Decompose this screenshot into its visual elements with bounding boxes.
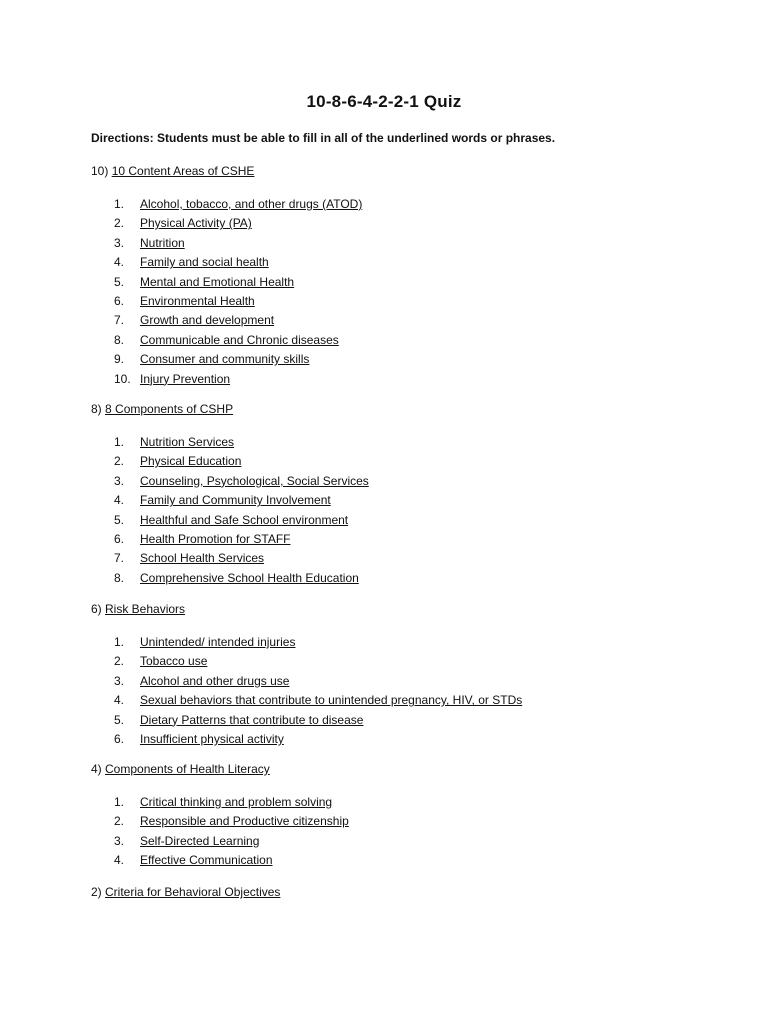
item-number: 1. bbox=[114, 795, 125, 809]
list-item bbox=[91, 652, 208, 671]
item-number: 3. bbox=[114, 235, 125, 250]
item-text: Physical Activity (PA) bbox=[140, 216, 252, 231]
item-number: 6. bbox=[114, 731, 125, 746]
section-title: 8 Components of CSHP bbox=[105, 402, 234, 416]
list-item bbox=[91, 633, 296, 652]
section-heading bbox=[91, 401, 233, 417]
section-list bbox=[91, 633, 523, 749]
list-item bbox=[91, 234, 254, 253]
list-item bbox=[91, 812, 349, 831]
item-text: Healthful and Safe School environment bbox=[140, 512, 349, 527]
section-health-literacy bbox=[91, 761, 349, 871]
item-number: 5. bbox=[114, 512, 125, 527]
item-number: 2. bbox=[114, 454, 125, 469]
item-text: Physical Education bbox=[140, 454, 242, 469]
list-item bbox=[91, 195, 363, 214]
item-text: Dietary Patterns that contribute to disease bbox=[140, 712, 364, 727]
section-behavioral-objectives bbox=[91, 884, 280, 900]
list-item bbox=[91, 491, 331, 510]
item-text: Family and social health bbox=[140, 255, 269, 270]
list-item bbox=[91, 472, 369, 491]
item-number: 4. bbox=[114, 693, 125, 708]
section-heading bbox=[91, 884, 280, 900]
directions-text: Directions: Students must be able to fill in all of the underlined words or phrases. bbox=[91, 131, 556, 145]
section-components-cshp bbox=[91, 401, 369, 588]
item-number: 6. bbox=[114, 293, 125, 308]
list-item bbox=[91, 273, 295, 292]
item-number: 7. bbox=[114, 551, 125, 566]
item-number: 4. bbox=[114, 853, 125, 868]
section-number: 10) bbox=[91, 164, 109, 178]
list-item bbox=[91, 832, 270, 851]
item-number: 10. bbox=[114, 371, 131, 386]
item-text: Counseling, Psychological, Social Services bbox=[140, 473, 369, 488]
list-item bbox=[91, 549, 265, 568]
item-text: Effective Communication bbox=[140, 853, 273, 868]
section-number: 2) bbox=[91, 885, 102, 899]
item-text: Health Promotion for STAFF bbox=[140, 531, 291, 546]
list-item bbox=[91, 433, 233, 452]
item-text: Nutrition Services bbox=[140, 435, 235, 449]
item-number: 5. bbox=[114, 274, 125, 289]
item-text: Tobacco use bbox=[140, 654, 208, 669]
item-number: 4. bbox=[114, 493, 125, 508]
list-item bbox=[91, 851, 273, 870]
page-title: 10-8-6-4-2-2-1 Quiz bbox=[306, 92, 462, 111]
item-text: Self-Directed Learning bbox=[140, 833, 260, 848]
item-number: 1. bbox=[114, 635, 125, 649]
section-list bbox=[91, 433, 369, 588]
list-item bbox=[91, 672, 290, 691]
list-item bbox=[91, 691, 523, 710]
section-title: Risk Behaviors bbox=[105, 602, 186, 616]
item-number: 3. bbox=[114, 473, 125, 488]
item-number: 2. bbox=[114, 814, 125, 829]
item-text: Consumer and community skills bbox=[140, 352, 310, 367]
item-text: Critical thinking and problem solving bbox=[140, 795, 333, 809]
item-text: Mental and Emotional Health bbox=[140, 274, 295, 289]
section-title: Components of Health Literacy bbox=[105, 762, 270, 776]
item-text: Unintended/ intended injuries bbox=[140, 635, 296, 649]
item-number: 2. bbox=[114, 654, 125, 669]
list-item bbox=[91, 793, 333, 812]
item-number: 8. bbox=[114, 570, 125, 585]
item-text: Alcohol and other drugs use bbox=[140, 673, 290, 688]
list-item bbox=[91, 292, 254, 311]
list-item bbox=[91, 730, 284, 749]
item-text: Responsible and Productive citizenship bbox=[140, 814, 349, 829]
section-list bbox=[91, 793, 349, 871]
item-text: Environmental Health bbox=[140, 293, 255, 308]
item-number: 9. bbox=[114, 352, 125, 367]
list-item bbox=[91, 311, 275, 330]
section-list bbox=[91, 195, 363, 389]
list-item bbox=[91, 569, 359, 588]
list-item bbox=[91, 370, 254, 389]
list-item bbox=[91, 711, 364, 730]
section-heading bbox=[91, 163, 254, 179]
list-item bbox=[91, 530, 291, 549]
section-heading bbox=[91, 601, 185, 617]
item-text: Comprehensive School Health Education bbox=[140, 570, 359, 585]
item-number: 5. bbox=[114, 712, 125, 727]
section-number: 4) bbox=[91, 762, 102, 776]
section-title: Criteria for Behavioral Objectives bbox=[105, 885, 281, 899]
section-heading bbox=[91, 761, 270, 777]
item-number: 3. bbox=[114, 833, 125, 848]
section-risk-behaviors bbox=[91, 601, 523, 749]
section-content-areas bbox=[91, 163, 363, 389]
item-number: 2. bbox=[114, 216, 125, 231]
list-item bbox=[91, 452, 242, 471]
list-item bbox=[91, 511, 349, 530]
item-text: Family and Community Involvement bbox=[140, 493, 331, 508]
list-item bbox=[91, 253, 269, 272]
item-text: School Health Services bbox=[140, 551, 265, 566]
list-item bbox=[91, 214, 254, 233]
item-number: 3. bbox=[114, 673, 125, 688]
list-item bbox=[91, 350, 310, 369]
item-text: Injury Prevention bbox=[140, 371, 231, 386]
item-number: 1. bbox=[114, 197, 125, 211]
section-number: 6) bbox=[91, 602, 102, 616]
section-number: 8) bbox=[91, 402, 102, 416]
item-text: Alcohol, tobacco, and other drugs (ATOD) bbox=[140, 197, 363, 211]
item-text: Sexual behaviors that contribute to unintended pregnancy, HIV, or STDs bbox=[140, 693, 523, 708]
item-number: 1. bbox=[114, 435, 125, 449]
item-number: 8. bbox=[114, 332, 125, 347]
item-text: Nutrition bbox=[140, 235, 185, 250]
item-number: 6. bbox=[114, 531, 125, 546]
item-text: Growth and development bbox=[140, 313, 275, 328]
list-item bbox=[91, 331, 339, 350]
section-title: 10 Content Areas of CSHE bbox=[111, 164, 255, 178]
item-text: Communicable and Chronic diseases bbox=[140, 332, 339, 347]
item-number: 7. bbox=[114, 313, 125, 328]
item-text: Insufficient physical activity bbox=[140, 731, 284, 746]
item-number: 4. bbox=[114, 255, 125, 270]
